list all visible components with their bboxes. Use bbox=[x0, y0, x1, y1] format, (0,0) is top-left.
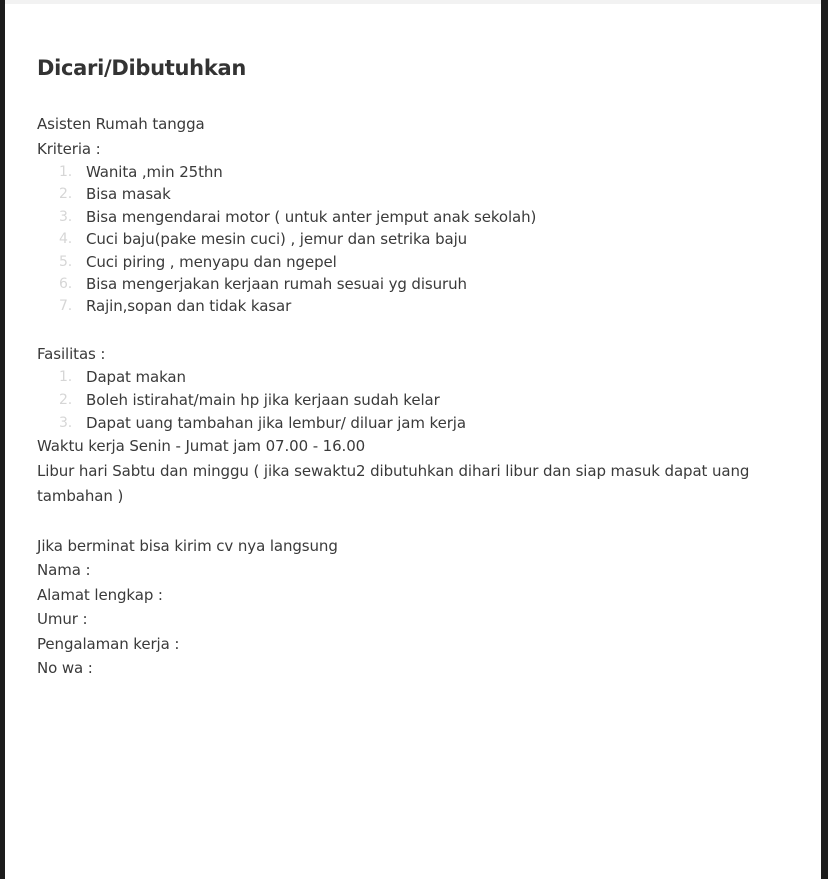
position-text: Asisten Rumah tangga bbox=[37, 115, 205, 133]
list-number: 2. bbox=[59, 186, 73, 203]
list-number: 1. bbox=[59, 164, 73, 180]
criteria-list bbox=[37, 161, 801, 318]
list-item-text: Cuci baju(pake mesin cuci) , jemur dan setrika baju bbox=[86, 230, 468, 249]
list-item-text: Bisa mengendarai motor ( untuk anter jemput anak sekolah) bbox=[86, 207, 537, 226]
list-number: 3. bbox=[59, 208, 73, 225]
list-item bbox=[37, 251, 801, 273]
list-item-text: Rajin,sopan dan tidak kasar bbox=[86, 297, 292, 316]
list-item-text: Cuci piring , menyapu dan ngepel bbox=[86, 252, 337, 271]
top-edge bbox=[5, 0, 821, 4]
spacer bbox=[37, 318, 801, 342]
work-hours-text: Waktu kerja Senin - Jumat jam 07.00 - 16.00 bbox=[37, 437, 366, 456]
list-item bbox=[37, 295, 801, 317]
list-number: 1. bbox=[59, 369, 73, 386]
field-experience-label: Pengalaman kerja : bbox=[37, 634, 180, 653]
document-page bbox=[5, 0, 821, 879]
document-content bbox=[37, 52, 801, 681]
criteria-heading: Kriteria : bbox=[37, 139, 101, 158]
field-whatsapp-label: No wa : bbox=[37, 659, 93, 678]
list-item bbox=[37, 161, 801, 183]
list-number: 5. bbox=[59, 253, 73, 270]
list-number: 6. bbox=[59, 276, 73, 293]
facilities-list bbox=[37, 366, 801, 434]
list-item bbox=[37, 183, 801, 205]
facilities-heading: Fasilitas : bbox=[37, 344, 106, 363]
list-number: 3. bbox=[59, 414, 73, 431]
field-age-label: Umur : bbox=[37, 610, 88, 629]
list-item bbox=[37, 273, 801, 295]
apply-intro: Jika berminat bisa kirim cv nya langsung bbox=[37, 536, 338, 555]
list-item-text: Bisa masak bbox=[86, 185, 171, 204]
spacer bbox=[37, 509, 801, 534]
field-address-label: Alamat lengkap : bbox=[37, 585, 163, 604]
list-item bbox=[37, 412, 801, 435]
facilities-section bbox=[37, 342, 801, 434]
days-off-text: Libur hari Sabtu dan minggu ( jika sewaktu2 dibutuhkan dihari libur dan siap masuk dapat uang tambahan ) bbox=[37, 461, 750, 505]
list-number: 2. bbox=[59, 391, 73, 408]
list-item bbox=[37, 389, 801, 412]
document-body bbox=[37, 112, 801, 681]
page-title: Dicari/Dibutuhkan bbox=[37, 56, 247, 80]
list-item-text: Boleh istirahat/main hp jika kerjaan sudah kelar bbox=[86, 390, 440, 409]
list-number: 4. bbox=[59, 231, 73, 248]
list-item-text: Bisa mengerjakan kerjaan rumah sesuai yg disuruh bbox=[86, 275, 467, 294]
list-item-text: Dapat uang tambahan jika lembur/ diluar jam kerja bbox=[86, 413, 466, 432]
field-name-label: Nama : bbox=[37, 561, 91, 580]
list-item bbox=[37, 228, 801, 250]
list-item-text: Dapat makan bbox=[86, 368, 186, 387]
list-item-text: Wanita ,min 25thn bbox=[86, 163, 223, 181]
list-item bbox=[37, 206, 801, 228]
list-number: 7. bbox=[59, 298, 73, 315]
list-item bbox=[37, 366, 801, 389]
